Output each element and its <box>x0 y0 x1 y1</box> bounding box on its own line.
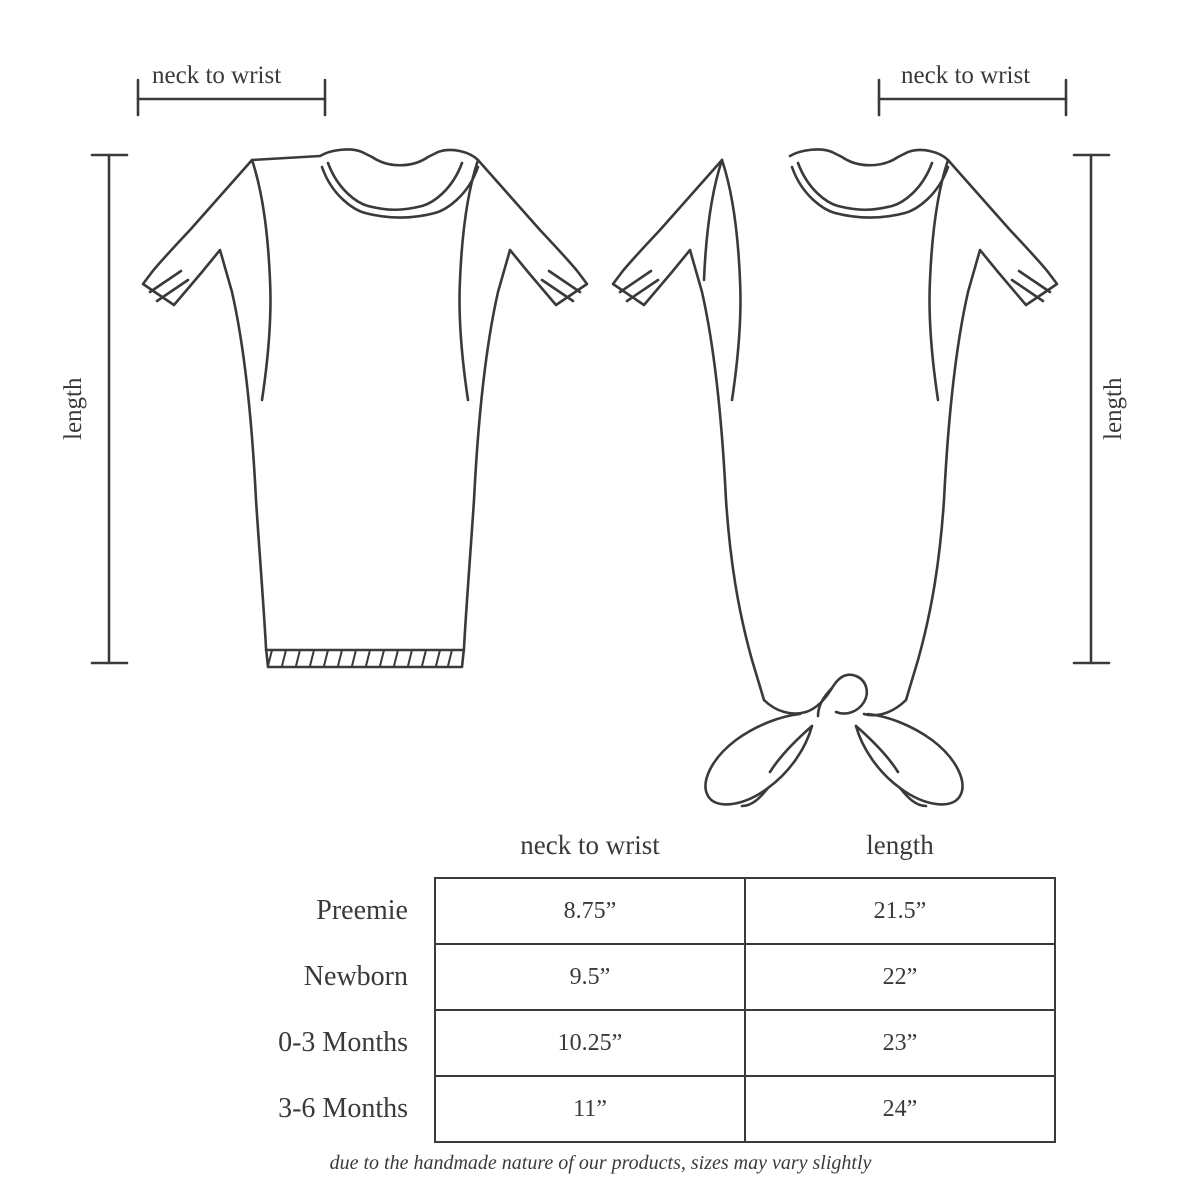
size-table-head <box>145 826 1055 878</box>
dimension-length-left <box>92 155 127 663</box>
label-length-right: length <box>1100 377 1127 440</box>
row-label-3-6-months: 3-6 Months <box>278 1093 408 1124</box>
header-neck-to-wrist: neck to wrist <box>520 830 660 860</box>
cell-3-6-months-neck-to-wrist: 11” <box>435 1076 745 1142</box>
cell-newborn-length: 22” <box>745 944 1055 1010</box>
table-header-row <box>145 826 1055 878</box>
size-table-block <box>0 826 1201 1143</box>
footnote: due to the handmade nature of our products, sizes may vary slightly <box>329 1152 872 1174</box>
cell-0-3-months-neck-to-wrist: 10.25” <box>435 1010 745 1076</box>
table-row <box>145 1076 1055 1142</box>
row-label-preemie: Preemie <box>316 895 408 926</box>
label-neck-to-wrist-right: neck to wrist <box>901 62 1031 89</box>
table-row <box>145 878 1055 944</box>
size-table <box>145 826 1056 1143</box>
cell-0-3-months-length: 23” <box>745 1010 1055 1076</box>
gown-knotted-outline <box>613 149 1057 806</box>
header-length: length <box>866 830 934 860</box>
cell-3-6-months-length: 24” <box>745 1076 1055 1142</box>
size-table-body <box>145 878 1055 1142</box>
cell-preemie-length: 21.5” <box>745 878 1055 944</box>
table-row <box>145 944 1055 1010</box>
cell-preemie-neck-to-wrist: 8.75” <box>435 878 745 944</box>
row-label-newborn: Newborn <box>303 961 408 992</box>
table-row <box>145 1010 1055 1076</box>
label-neck-to-wrist-left: neck to wrist <box>152 62 282 89</box>
row-label-0-3-months: 0-3 Months <box>278 1027 408 1058</box>
label-length-left: length <box>60 377 87 440</box>
cell-newborn-neck-to-wrist: 9.5” <box>435 944 745 1010</box>
header-blank <box>145 826 435 878</box>
gown-front-outline <box>143 149 587 667</box>
